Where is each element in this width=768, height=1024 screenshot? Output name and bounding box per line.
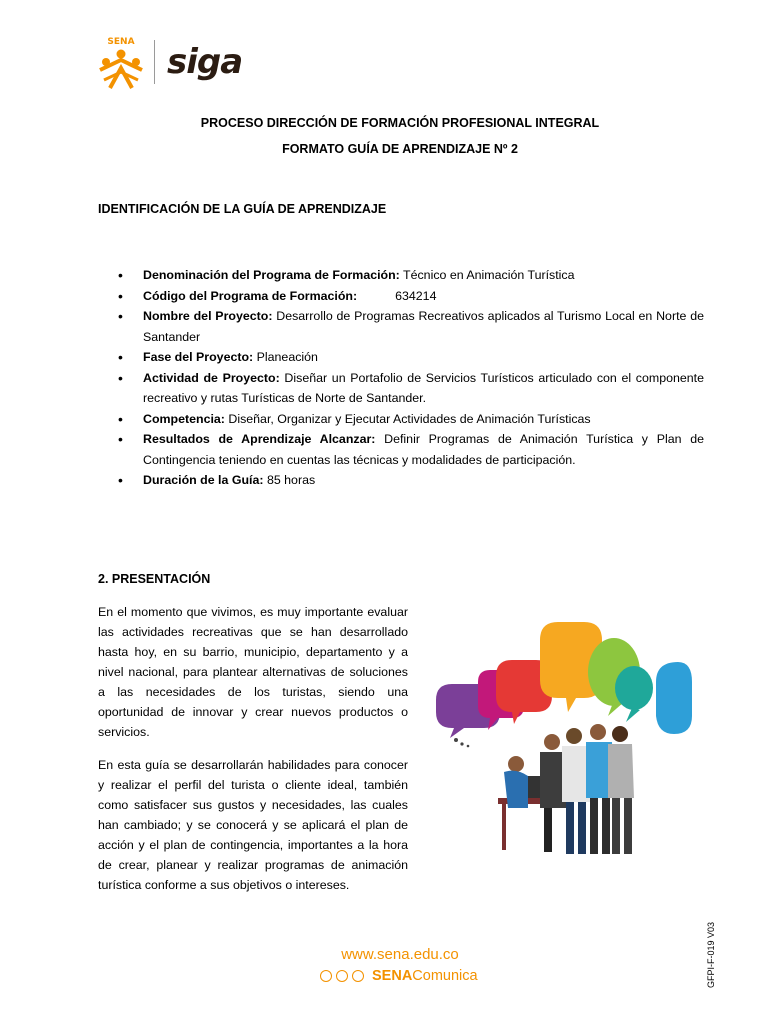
- footer-social: [320, 968, 478, 984]
- document-title-line2: FORMATO GUÍA DE APRENDIZAJE Nº 2: [282, 142, 518, 156]
- twitter-icon: [320, 970, 332, 982]
- header-logos: [96, 34, 242, 90]
- list-item: • Resultados de Aprendizaje Alcanzar: Definir Programas de Animación Turística y Plan de Contingencia teniendo en cuentas las técnicas y modalidades de participación.: [118, 429, 704, 470]
- list-item: • Duración de la Guía: 85 horas: [118, 470, 704, 491]
- instagram-icon: [336, 970, 348, 982]
- siga-logo: siga: [167, 42, 243, 82]
- facebook-icon: [352, 970, 364, 982]
- list-item: • Fase del Proyecto: Planeación: [118, 347, 704, 368]
- presentation-paragraph-1: En el momento que vivimos, es muy importante evaluar las actividades recreativas que se han desarrollado hasta hoy, en su barrio, municipio, departamento y a nivel nacional, para plantear alternativas de soluciones a las necesidades de los turistas, siendo una oportunidad de innovar y crear nuevos productos o servicios.: [98, 605, 408, 739]
- form-code: GFPI-F-019 V03: [706, 921, 716, 988]
- list-item: • Actividad de Proyecto: Diseñar un Portafolio de Servicios Turísticos articulado con el componente recreativo y rutas Turísticas de Norte de Santander.: [118, 368, 704, 409]
- presentation-heading: 2. PRESENTACIÓN: [98, 572, 211, 586]
- list-item: • Código del Programa de Formación: 634214: [118, 286, 704, 307]
- footer-website: www.sena.edu.co: [341, 946, 459, 963]
- speech-bubbles-team-illustration: [428, 612, 710, 874]
- list-item: • Competencia: Diseñar, Organizar y Ejecutar Actividades de Animación Turísticas: [118, 409, 704, 430]
- social-handle: SENAComunica: [372, 968, 478, 984]
- logo-divider: [154, 40, 155, 84]
- identification-heading: IDENTIFICACIÓN DE LA GUÍA DE APRENDIZAJE: [98, 202, 387, 216]
- svg-text:SENA: SENA: [107, 37, 135, 47]
- list-item: • Denominación del Programa de Formación: Técnico en Animación Turística: [118, 265, 704, 286]
- sena-logo: [96, 34, 146, 90]
- list-item: • Nombre del Proyecto: Desarrollo de Programas Recreativos aplicados al Turismo Local en Norte de Santander: [118, 306, 704, 347]
- document-title-line1: PROCESO DIRECCIÓN DE FORMACIÓN PROFESIONAL INTEGRAL: [200, 116, 600, 130]
- identification-list: [118, 265, 704, 491]
- presentation-paragraph-2: En esta guía se desarrollarán habilidades para conocer y realizar el perfil del turista o cliente ideal, también como satisfacer sus gustos y necesidades, las cuales han cambiado; y se conocerá y se aplicará el plan de acción y el plan de contingencia, importantes a la hora de crear, planear y realizar programas de animación turística conforme a sus objetivos o intereses.: [98, 758, 408, 892]
